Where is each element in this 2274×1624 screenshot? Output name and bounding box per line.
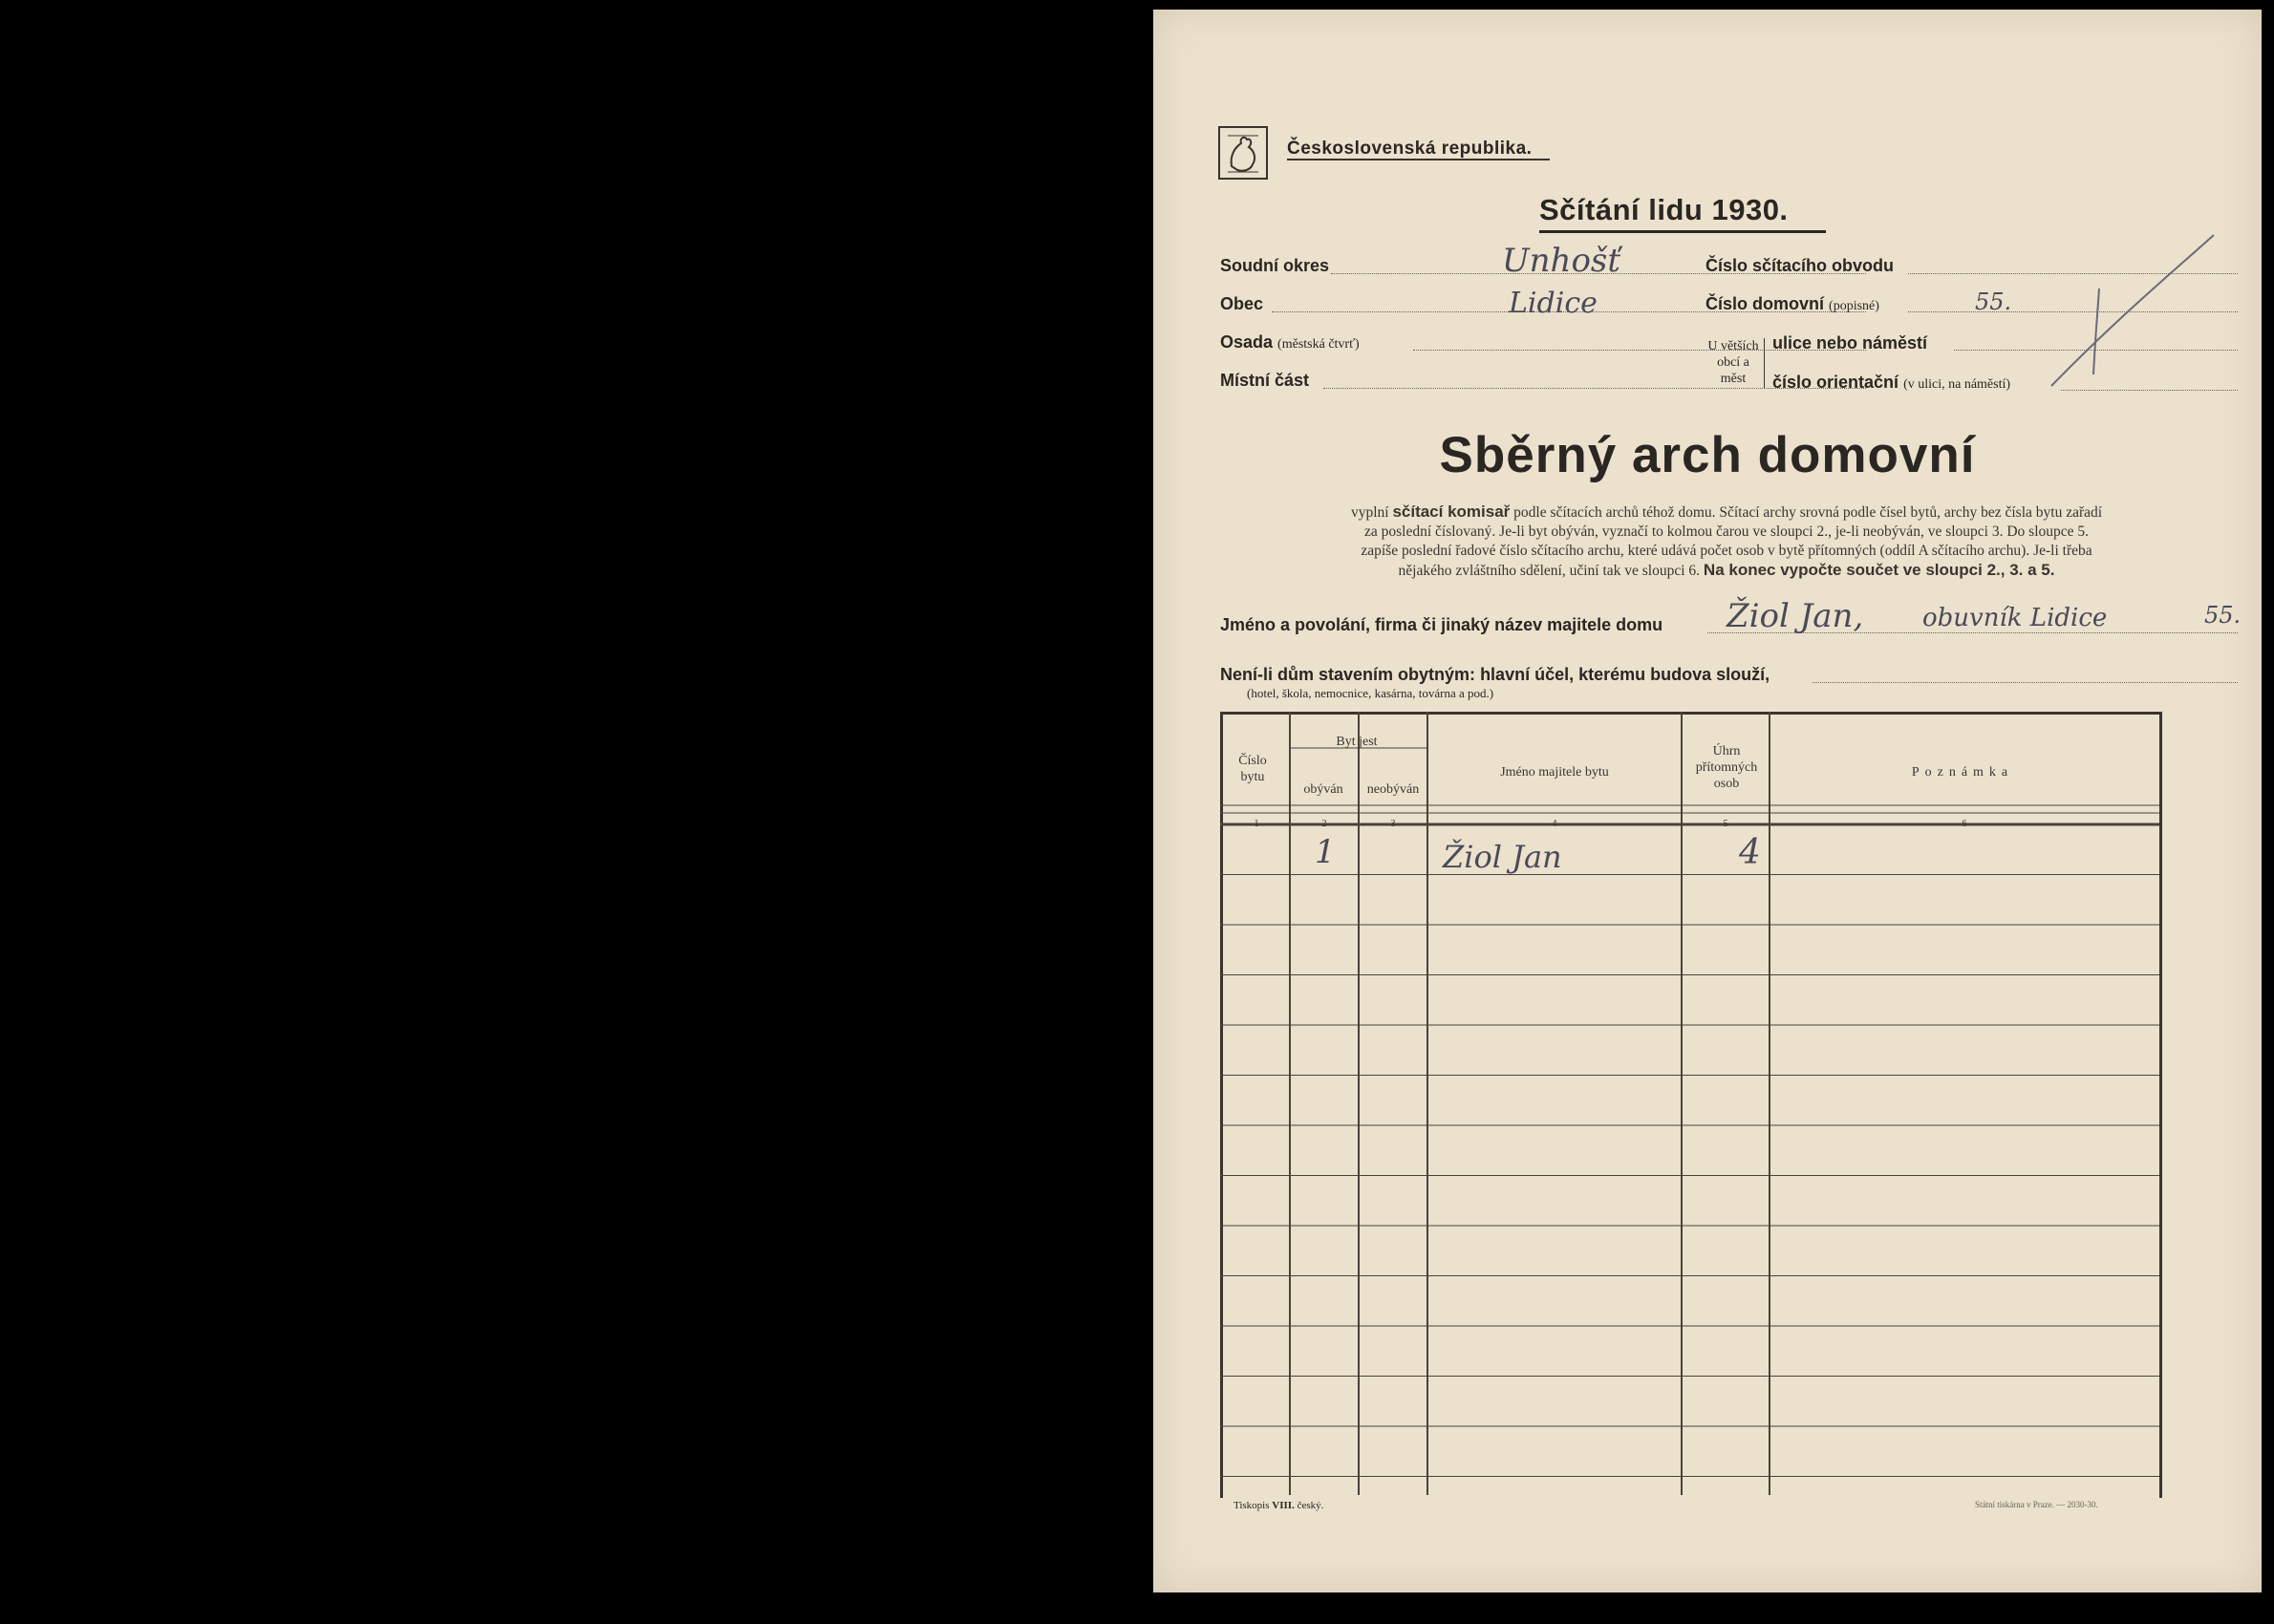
- republic-title: Československá republika.: [1287, 139, 1533, 159]
- col-jmeno-majitele: Jméno majitele bytu: [1500, 765, 1609, 780]
- census-sheet: [1153, 10, 2262, 1592]
- col-obyvan: obýván: [1303, 782, 1343, 797]
- col-poznamka: Poznámka: [1911, 765, 2014, 780]
- col-num-2: 2: [1321, 819, 1327, 829]
- obec-label: Obec: [1220, 294, 1264, 313]
- vetsich-note: U větších obcí a měst: [1707, 339, 1759, 386]
- printer-note: Státní tiskárna v Praze. — 2030-30.: [1975, 1500, 2098, 1509]
- osada-label: Osada (městská čtvrť): [1220, 332, 1360, 352]
- domovni-value: 55.: [1975, 288, 2012, 315]
- row1-obyvan: 1: [1315, 833, 1336, 871]
- instructions: vyplní sčítací komisař podle sčítacích archů téhož domu. Sčítací archy srovná podle čísel bytů, archy bez čísla bytu zařadí za poslední číslovaný. Je-li byt obýván, vyznačí to kolmou čarou ve sloupci 2., je-li neobýván, ve sloupci 3. Do sloupce 5. zapíše poslední řadové číslo sčítacího archu, které udává počet osob v bytě přítomných (oddíl A sčítacího archu). Je-li třeba nějakého zvláštního sdělení, učiní tak ve sloupci 6. Na konec vypočte součet ve sloupci 2., 3. a 5.: [1350, 502, 2103, 579]
- col-num-1: 1: [1254, 819, 1259, 829]
- col-num-5: 5: [1723, 819, 1728, 829]
- form-number: Tiskopis VIII. český.: [1234, 1500, 1324, 1511]
- mistni-cast-label: Místní část: [1220, 371, 1310, 390]
- col-neobyvan: neobýván: [1366, 782, 1420, 797]
- apartment-table: [1220, 712, 2162, 1498]
- obvod-label: Číslo sčítacího obvodu: [1706, 256, 1895, 275]
- orientacni-label: číslo orientační (v ulici, na náměstí): [1772, 373, 2011, 392]
- main-title: Sběrný arch domovní: [1439, 427, 1976, 483]
- domovni-label: Číslo domovní (popisné): [1706, 294, 1879, 313]
- soudni-okres-value: Unhošť: [1502, 242, 1621, 280]
- row1-owner: Žiol Jan: [1443, 839, 1562, 875]
- obec-value: Lidice: [1509, 287, 1598, 320]
- col-uhrn: Úhrn přítomných osob: [1695, 744, 1758, 791]
- ulice-label: ulice nebo náměstí: [1772, 333, 1928, 353]
- owner-occupation: obuvník Lidice: [1922, 604, 2108, 632]
- coat-of-arms-icon: [1218, 126, 1268, 180]
- row1-persons: 4: [1739, 833, 1761, 872]
- col-num-4: 4: [1552, 819, 1557, 829]
- owner-number: 55.: [2204, 602, 2242, 629]
- purpose-note: (hotel, škola, nemocnice, kasárna, továrna a pod.): [1247, 686, 1494, 700]
- soudni-okres-label: Soudní okres: [1220, 256, 1330, 275]
- col-cislo-bytu: Číslo bytu: [1238, 754, 1267, 784]
- col-byt-jest: Byt jest: [1336, 735, 1378, 749]
- owner-name: Žiol Jan,: [1727, 597, 1864, 635]
- owner-label: Jméno a povolání, firma či jinaký název majitele domu: [1220, 615, 1663, 634]
- col-num-3: 3: [1390, 819, 1396, 829]
- col-num-6: 6: [1962, 819, 1967, 829]
- pencil-stroke-icon: [2013, 231, 2223, 394]
- purpose-label: Není-li dům stavením obytným: hlavní účel, kterému budova slouží,: [1220, 665, 1770, 684]
- census-title: Sčítání lidu 1930.: [1539, 193, 1789, 226]
